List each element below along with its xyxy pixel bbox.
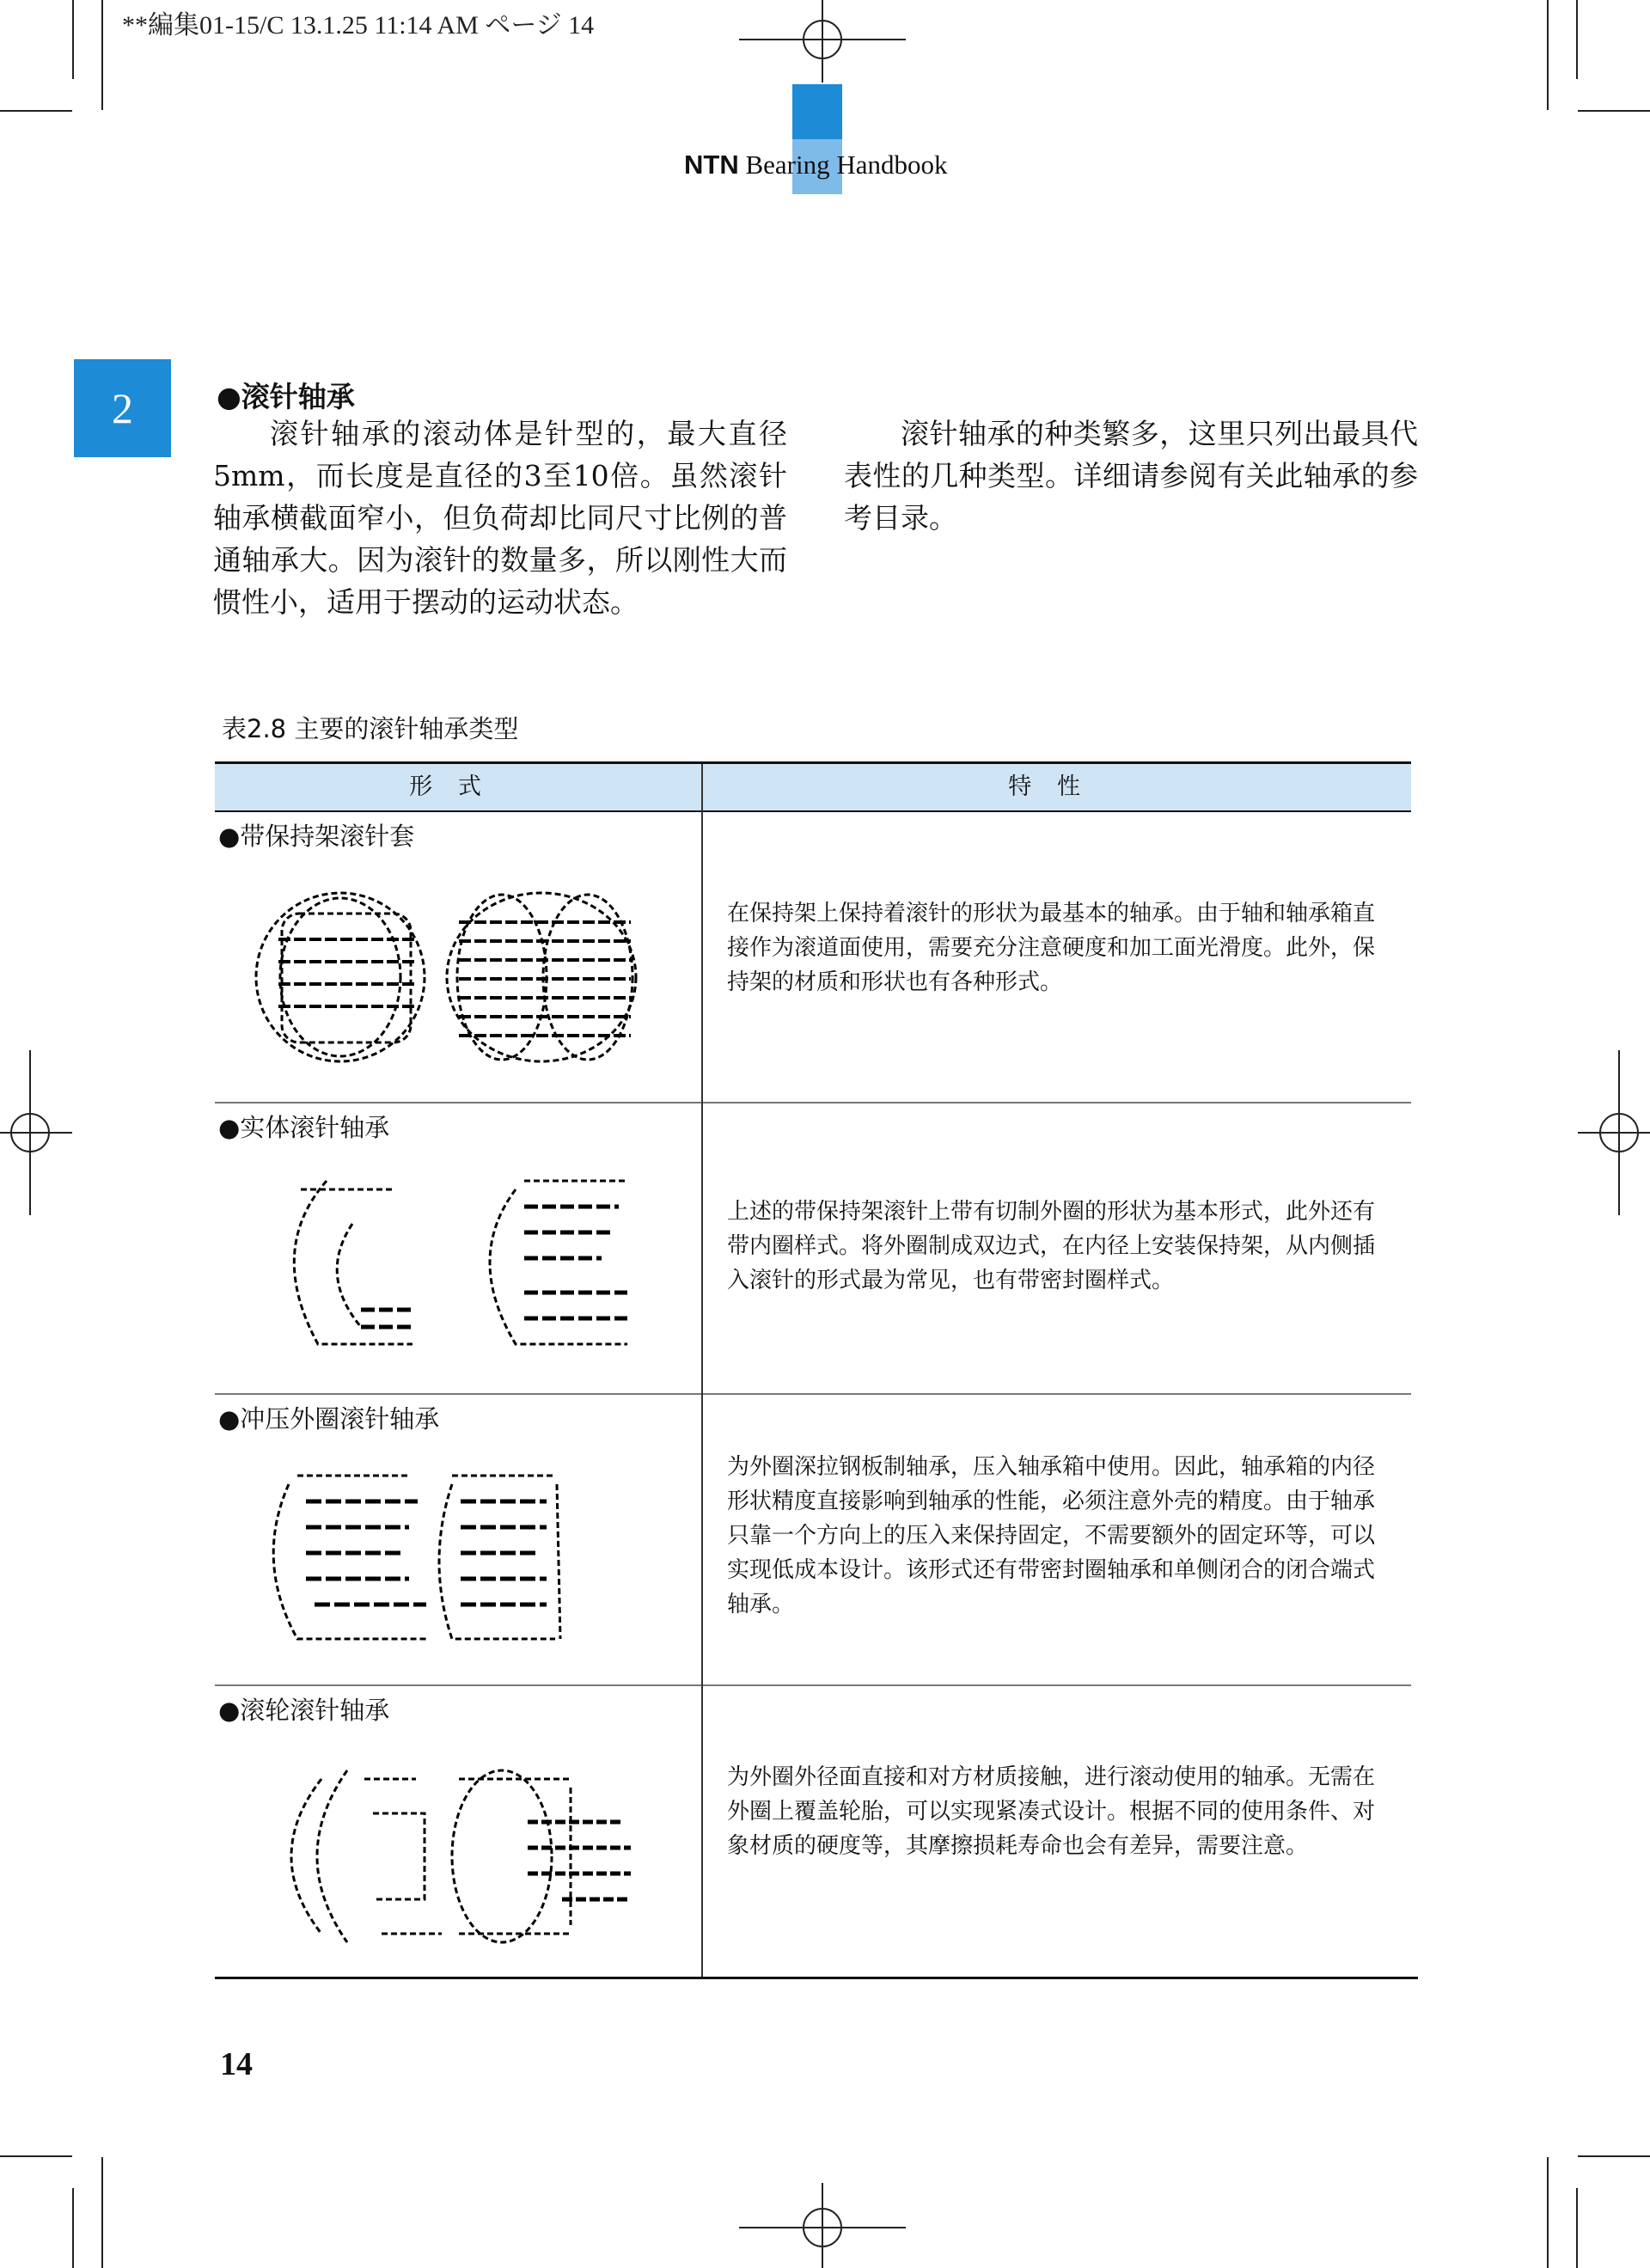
running-header [684,150,948,180]
section-title: ●滚针轴承 [217,380,355,413]
table-row [215,1103,1411,1395]
header-type: 形式 [409,773,507,800]
table-bottom-rule [215,1977,1418,1979]
row-description: 为外圈外径面直接和对方材质接触，进行滚动使用的轴承。无需在外圈上覆盖轮胎，可以实现紧凑式设计。根据不同的使用条件、对象材质的硬度等，其摩擦损耗寿命也会有差异，需要注意。 [727,1764,1376,1859]
table-caption: 表2.8 主要的滚针轴承类型 [222,714,519,743]
row-type-name: ●带保持架滚针套 [218,822,415,851]
header-characteristics: 特性 [1008,773,1106,800]
row-description: 为外圈深拉钢板制轴承，压入轴承箱中使用。因此，轴承箱的内径形状精度直接影响到轴承的性能，必须注意外壳的精度。由于轴承只靠一个方向上的压入来保持固定，不需要额外的固定环等，可以实现低成本设计。该形式还有带密封圈轴承和单侧闭合的闭合端式轴承。 [727,1454,1376,1617]
body-paragraph-1: 滚针轴承的滚动体是针型的，最大直径5mm，而长度是直径的3至10倍。虽然滚针轴承横截面窄小，但负荷却比同尺寸比例的普通轴承大。因为滚针的数量多，所以刚性大而惯性小，适用于摆动的运动状态。 [213,417,787,619]
brand-subtitle: Bearing Handbook [738,150,948,180]
column-divider [701,764,703,1978]
solid-needle-bearing-figure [266,1155,679,1361]
row-description: 上述的带保持架滚针上带有切制外圈的形状为基本形式，此外还有带内圈样式。将外圈制成双边式，在内径上安装保持架，从内侧插入滚针的形式最为常见，也有带密封圈样式。 [727,1199,1376,1293]
table-row [215,1395,1411,1686]
track-roller-needle-bearing-figure [270,1762,682,1951]
body-paragraph-2: 滚针轴承的种类繁多，这里只列出最具代表性的几种类型。详细请参阅有关此轴承的参考目录。 [844,417,1418,535]
body-column-left [213,413,787,623]
drawn-cup-needle-bearing-figure [263,1467,675,1648]
row-description: 在保持架上保持着滚针的形状为最基本的轴承。由于轴和轴承箱直接作为滚道面使用，需要充分注意硬度和加工面光滑度。此外，保持架的材质和形状也有各种形式。 [727,901,1376,995]
row-type-name: ●实体滚针轴承 [218,1113,390,1142]
row-type-name: ●冲压外圈滚针轴承 [218,1404,440,1434]
bearing-types-table [215,761,1411,1980]
page-number: 14 [220,2046,253,2082]
row-type-name: ●滚轮滚针轴承 [218,1696,390,1725]
needle-roller-cage-figure [253,888,700,1068]
table-row [215,812,1411,1103]
body-column-right [844,413,1418,539]
table-row [215,1686,1411,1978]
brand-name: NTN [684,150,739,180]
print-slug: **編集01-15/C 13.1.25 11:14 AM ページ 14 [122,11,595,40]
chapter-tab: 2 [74,359,171,457]
table-header [215,764,1411,812]
